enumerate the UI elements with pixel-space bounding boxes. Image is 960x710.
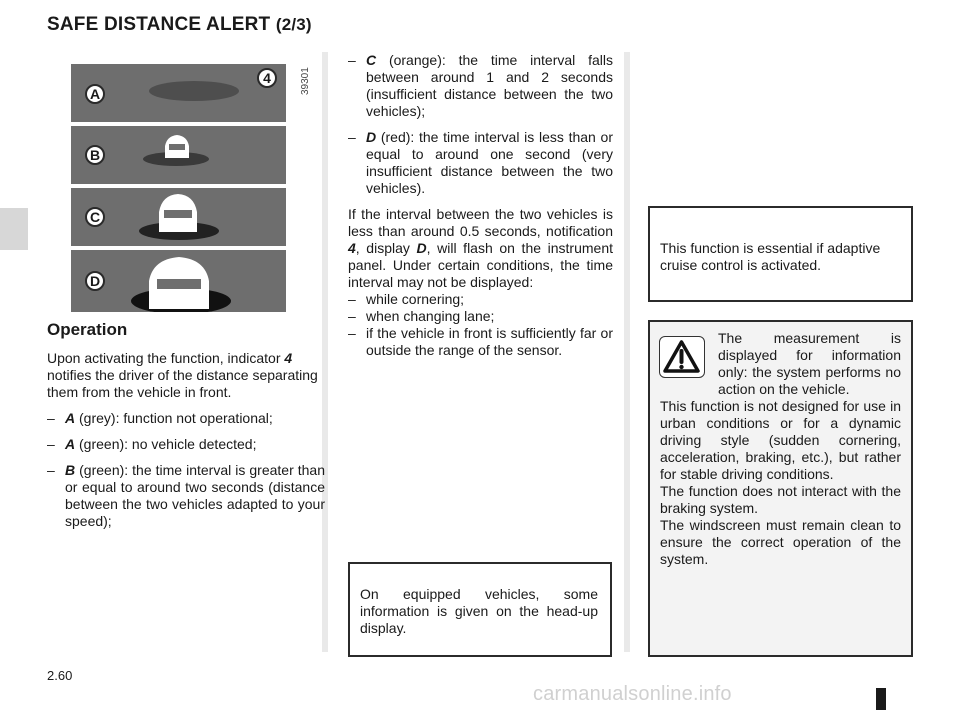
dash: – — [348, 325, 356, 341]
car-icon — [153, 190, 203, 234]
dash: – — [348, 52, 356, 68]
warning-icon — [659, 336, 705, 378]
acc-note-text: This function is essential if adaptive cruise control is activated. — [660, 240, 881, 273]
warning-body: This function is not designed for use in urban conditions or for a dynamic driving style (sudden cornering, acceleration, braking, etc.), but rather for stable driving conditions. — [660, 398, 901, 482]
item-text: (orange): the time interval falls between around 1 and 2 seconds (insufficient distance between the two vehicles); — [366, 52, 613, 119]
corner-mark — [876, 688, 886, 710]
list-item — [47, 462, 325, 530]
item-key: D — [366, 129, 377, 145]
warning-body: The function does not interact with the braking system. — [660, 483, 901, 516]
panel-label: B — [85, 145, 105, 165]
panel-label: D — [85, 271, 105, 291]
indicator-ref: 4 — [284, 350, 293, 366]
condition-item — [348, 325, 613, 359]
car-icon — [159, 130, 195, 160]
dash: – — [47, 410, 55, 426]
intro-text: Upon activating the function, indicator — [47, 350, 285, 366]
dash: – — [47, 436, 55, 452]
para-text: , will flash on the instrument panel. Under certain conditions, the time interval may not be displayed: — [348, 240, 613, 290]
hud-note-box — [348, 562, 612, 657]
middle-column-text — [348, 52, 613, 359]
dash: – — [348, 291, 356, 307]
hud-note-text: On equipped vehicles, some information is given on the head-up display. — [360, 586, 598, 636]
section-tab — [0, 208, 28, 250]
item-text: (green): no vehicle detected; — [75, 436, 257, 452]
warning-lead: The measurement is displayed for information only: the system performs no action on the vehicle. — [718, 330, 901, 397]
list-item — [47, 410, 325, 427]
watermark: carmanualsonline.info — [533, 683, 732, 705]
item-key: B — [65, 462, 76, 478]
para-text: If the interval between the two vehicles is less than around 0.5 seconds, notification — [348, 206, 613, 239]
intro-text: notifies the driver of the distance separating them from the vehicle in front. — [47, 367, 318, 400]
panel-d — [71, 250, 286, 312]
page-title — [47, 14, 312, 36]
dash: – — [348, 129, 356, 145]
column-divider — [624, 52, 630, 652]
item-text: (green): the time interval is greater than or equal to around two seconds (distance between the two vehicles adapted to your speed); — [65, 462, 325, 529]
condition-text: while cornering; — [366, 291, 465, 307]
condition-text: when changing lane; — [366, 308, 495, 324]
condition-item — [348, 308, 613, 325]
condition-text: if the vehicle in front is sufficiently far or outside the range of the sensor. — [366, 325, 613, 358]
item-key: A — [65, 410, 76, 426]
title-main: SAFE DISTANCE ALERT — [47, 14, 271, 35]
flash-paragraph — [348, 206, 613, 291]
warning-box — [648, 320, 913, 657]
list-item — [348, 129, 613, 197]
list-item — [47, 436, 325, 453]
item-text: (grey): function not operational; — [75, 410, 273, 426]
car-icon — [143, 253, 215, 309]
page-number: 2.60 — [47, 668, 73, 683]
acc-note-box — [648, 206, 913, 302]
warning-body: The windscreen must remain clean to ensure the correct operation of the system. — [660, 517, 901, 567]
operation-text — [47, 350, 325, 539]
indicator-ref: 4 — [348, 240, 356, 256]
panel-label: C — [85, 207, 105, 227]
panel-b — [71, 126, 286, 184]
figure-code: 39301 — [300, 67, 311, 95]
item-key: C — [366, 52, 377, 68]
condition-item — [348, 291, 613, 308]
indicator-number: 4 — [257, 68, 277, 88]
ground-shadow — [149, 81, 239, 101]
panel-a — [71, 64, 286, 122]
dash: – — [348, 308, 356, 324]
panel-label: A — [85, 84, 105, 104]
display-ref: D — [416, 240, 427, 256]
para-text: , display — [355, 240, 417, 256]
panel-c — [71, 188, 286, 246]
title-part: (2/3) — [275, 15, 312, 34]
distance-indicator-figure — [71, 64, 286, 316]
operation-heading: Operation — [47, 320, 128, 339]
dash: – — [47, 462, 55, 478]
item-key: A — [65, 436, 76, 452]
list-item — [348, 52, 613, 120]
operation-intro — [47, 350, 325, 401]
item-text: (red): the time interval is less than or equal to around one second (very insufficient distance between the two vehicles). — [366, 129, 613, 196]
